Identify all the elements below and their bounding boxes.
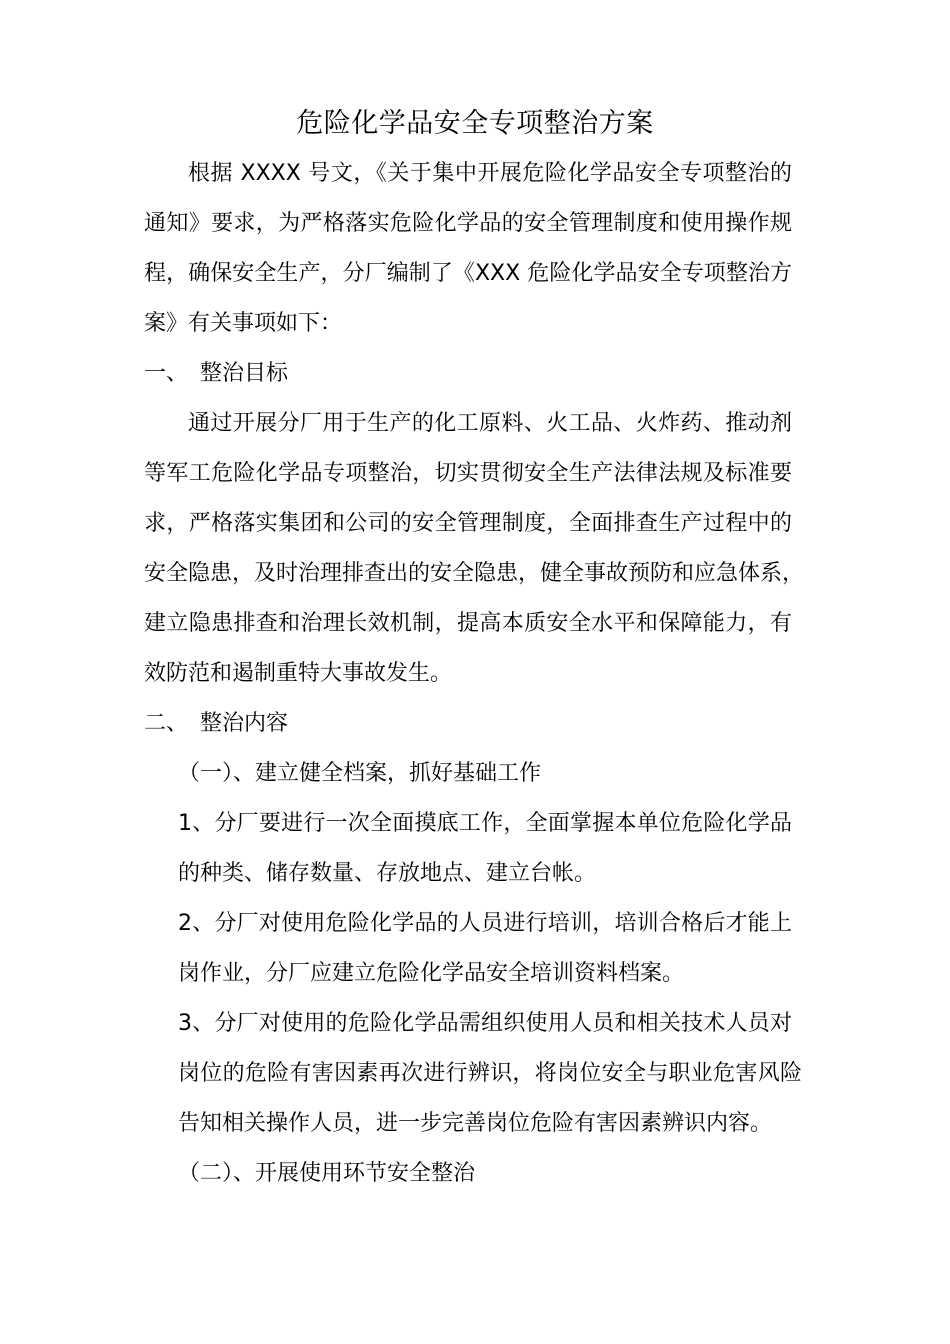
section1-line-4: 安全隐患，及时治理排查出的安全隐患，健全事故预防和应急体系， xyxy=(144,561,805,586)
section1-heading: 整治目标 xyxy=(200,361,289,386)
section1-number: 一、 xyxy=(144,361,189,386)
section1-line-6: 效防范和遏制重特大事故发生。 xyxy=(144,661,453,686)
section2-subheading-2: （二）、开展使用环节安全整治 xyxy=(178,1161,476,1186)
section2-heading: 整治内容 xyxy=(200,711,289,736)
intro-line-1: 根据 XXXX 号文，《关于集中开展危险化学品安全专项整治的 xyxy=(188,161,792,186)
item3-line-3: 告知相关操作人员，进一步完善岗位危险有害因素辨识内容。 xyxy=(178,1111,773,1136)
item1-line-2: 的种类、储存数量、存放地点、建立台帐。 xyxy=(178,861,597,886)
section2-number: 二、 xyxy=(144,711,189,736)
item2-line-2: 岗作业，分厂应建立危险化学品安全培训资料档案。 xyxy=(178,961,685,986)
item3-line-2: 岗位的危险有害因素再次进行辨识，将岗位安全与职业危害风险 xyxy=(178,1061,802,1086)
item2-line-1: 2、分厂对使用危险化学品的人员进行培训，培训合格后才能上 xyxy=(178,911,792,936)
section2-subheading-1: （一）、建立健全档案，抓好基础工作 xyxy=(178,761,542,786)
item3-line-1: 3、分厂对使用的危险化学品需组织使用人员和相关技术人员对 xyxy=(178,1011,792,1036)
section1-line-3: 求，严格落实集团和公司的安全管理制度，全面排查生产过程中的 xyxy=(144,511,792,536)
section1-line-1: 通过开展分厂用于生产的化工原料、火工品、火炸药、推动剂 xyxy=(188,411,792,436)
item1-line-1: 1、分厂要进行一次全面摸底工作，全面掌握本单位危险化学品 xyxy=(178,811,792,836)
section1-line-2: 等军工危险化学品专项整治，切实贯彻安全生产法律法规及标准要 xyxy=(144,461,792,486)
section1-line-5: 建立隐患排查和治理长效机制，提高本质安全水平和保障能力，有 xyxy=(144,611,792,636)
intro-line-4: 案》有关事项如下： xyxy=(144,311,343,336)
intro-line-3: 程，确保安全生产，分厂编制了《XXX 危险化学品安全专项整治方 xyxy=(144,261,792,286)
document-title: 危险化学品安全专项整治方案 xyxy=(296,108,654,139)
intro-line-2: 通知》要求，为严格落实危险化学品的安全管理制度和使用操作规 xyxy=(144,211,792,236)
